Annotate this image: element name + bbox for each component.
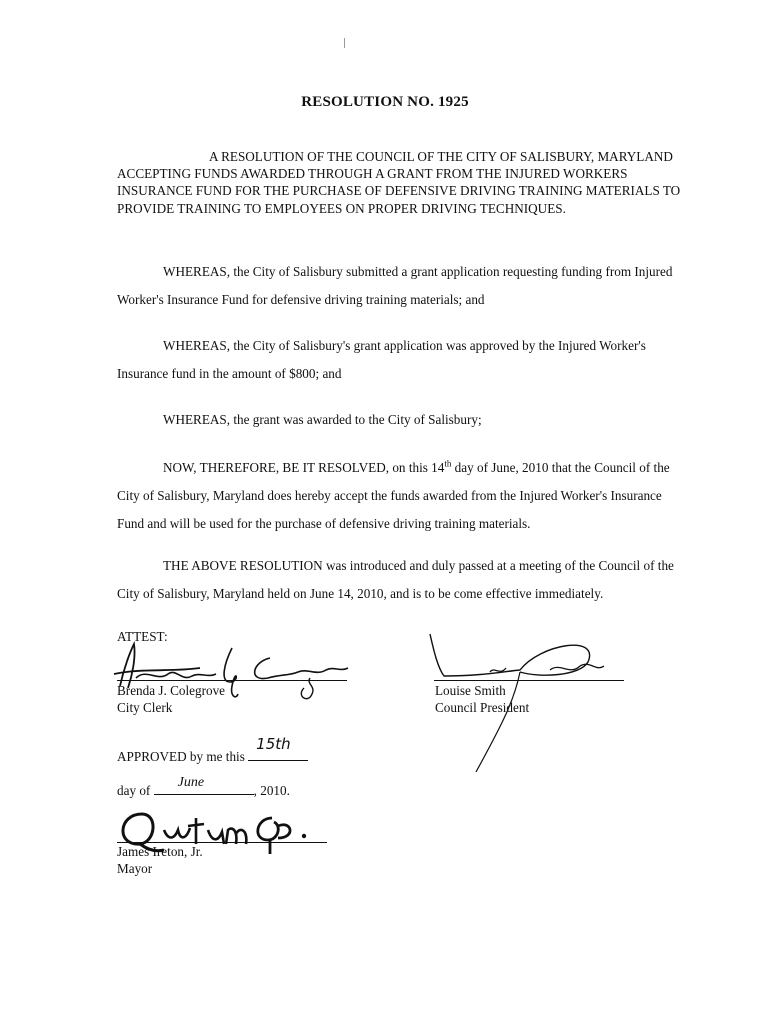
president-name: Louise Smith bbox=[435, 683, 506, 698]
whereas-paragraph-3 bbox=[117, 406, 687, 434]
clerk-name: Brenda J. Colegrove bbox=[117, 683, 226, 698]
approved-day-blank bbox=[248, 735, 308, 761]
passed-text: THE ABOVE RESOLUTION was introduced and duly passed at a meeting of the Council of the City of Salisbury, Maryland held on June 14, 2010, and is to be come effective immediately. bbox=[117, 558, 674, 601]
resolved-text-a: NOW, THEREFORE, BE IT RESOLVED, on this 14 bbox=[163, 460, 445, 475]
month-blank bbox=[154, 775, 254, 795]
president-role: Council President bbox=[435, 700, 530, 715]
caption-text: A RESOLUTION OF THE COUNCIL OF THE CITY OF SALISBURY, MARYLAND ACCEPTING FUNDS AWARDED THROUGH A GRANT FROM THE INJURED WORKERS INSURANCE FUND FOR THE PURCHASE OF DEFENSIVE DRIVING TRAINING MATERIALS TO PROVIDE TRAINING TO EMPLOYEES ON PROPER DRIVING TECHNIQUES. bbox=[117, 149, 681, 216]
mayor-role: Mayor bbox=[117, 861, 153, 876]
whereas-2-text: WHEREAS, the City of Salisbury's grant application was approved by the Injured Worker's Insurance fund in the amount of $800; and bbox=[117, 338, 646, 381]
whereas-3-text: WHEREAS, the grant was awarded to the City of Salisbury; bbox=[163, 412, 482, 427]
approved-prefix: APPROVED by me this bbox=[117, 749, 245, 764]
resolved-ordinal: th bbox=[444, 458, 452, 469]
stray-mark bbox=[344, 38, 346, 48]
clerk-role: City Clerk bbox=[117, 700, 173, 715]
whereas-1-text: WHEREAS, the City of Salisbury submitted a grant application requesting funding from Injured Worker's Insurance Fund for defensive driving training materials; and bbox=[117, 264, 673, 307]
mayor-name: James Ireton, Jr. bbox=[117, 844, 203, 859]
whereas-paragraph-1 bbox=[117, 258, 687, 314]
approved-month: June bbox=[177, 775, 205, 790]
resolved-paragraph bbox=[117, 454, 687, 538]
president-signature-line bbox=[434, 680, 624, 681]
approved-year: , 2010. bbox=[253, 783, 290, 798]
attest-label: ATTEST: bbox=[117, 629, 168, 644]
day-of-line bbox=[117, 775, 290, 799]
approved-line bbox=[117, 735, 308, 765]
approved-day: 15th bbox=[256, 735, 291, 753]
day-of-prefix: day of bbox=[117, 783, 151, 798]
resolution-title: RESOLUTION NO. 1925 bbox=[301, 94, 469, 110]
clerk-signature-line bbox=[117, 680, 347, 681]
whereas-paragraph-2 bbox=[117, 332, 687, 388]
passed-paragraph bbox=[117, 552, 687, 608]
resolution-caption bbox=[117, 148, 687, 217]
resolved-text-b: day of June, 2010 that the Council of the City of Salisbury, Maryland does hereby accept the funds awarded from the Injured Worker's Insurance Fund and will be used for the purchase of defensive driving training materials. bbox=[117, 460, 670, 531]
